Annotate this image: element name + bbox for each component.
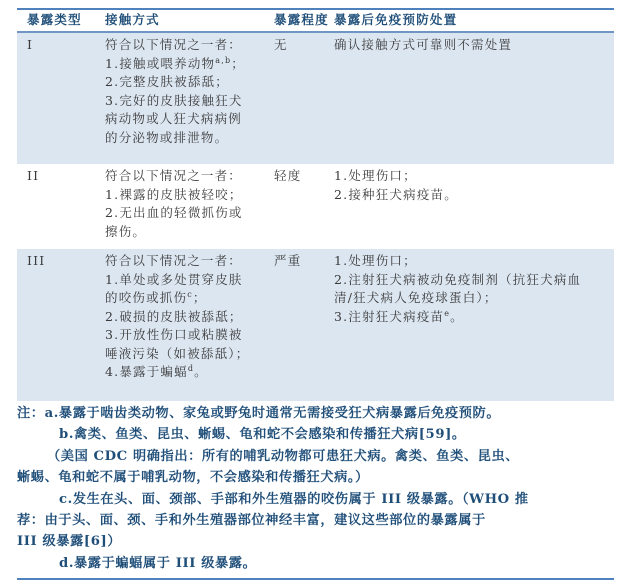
contact-line <box>105 223 254 242</box>
note-line: b.禽类、鱼类、昆虫、蜥蜴、龟和蛇不会感染和传播狂犬病[59]。 <box>59 427 466 443</box>
cell-contact-method <box>89 249 254 401</box>
cell-treatment <box>332 33 614 164</box>
contact-line <box>105 186 254 205</box>
contact-line-text: 的分泌物或排泄物。 <box>105 129 229 145</box>
exposure-type-label: I <box>27 37 34 52</box>
punctuation: ； <box>192 290 207 305</box>
contact-line <box>105 110 254 129</box>
table-row <box>17 249 614 401</box>
treatment-line <box>334 167 614 186</box>
header-contact-method: 接触方式 <box>105 11 160 27</box>
table-body <box>17 33 614 401</box>
contact-line <box>105 204 254 223</box>
punctuation: ； <box>231 55 245 71</box>
exposure-degree-label: 轻度 <box>274 168 302 183</box>
treatment-line <box>334 186 614 205</box>
treatment-line-text: 2.接种狂犬病疫苗。 <box>334 186 458 202</box>
contact-line <box>105 73 254 92</box>
contact-line-text: 1.裸露的皮肤被轻咬； <box>105 186 243 202</box>
exposure-type-label: III <box>27 253 46 268</box>
table-notes <box>17 403 617 574</box>
contact-line-text: 擦伤。 <box>105 223 147 239</box>
header-post-exposure-treatment: 暴露后免疫预防处置 <box>334 11 458 27</box>
note-line: c.发生在头、面、颈部、手部和外生殖器的咬伤属于 III 级暴露。（WHO 推 <box>59 491 529 507</box>
cell-exposure-degree <box>254 33 332 164</box>
note-line: III 级暴露[6]） <box>17 534 122 550</box>
note-line: d.暴露于蝙蝠属于 III 级暴露。 <box>59 555 257 571</box>
contact-line <box>105 129 254 148</box>
contact-line <box>105 36 254 55</box>
table-row <box>17 33 614 164</box>
contact-line <box>105 345 254 364</box>
treatment-line <box>334 252 614 271</box>
contact-line-text: 唾液污染（如被舔舐）； <box>105 345 250 361</box>
cell-treatment <box>332 164 614 249</box>
header-exposure-type: 暴露类型 <box>27 11 82 27</box>
table-row <box>17 164 614 249</box>
exposure-table <box>17 9 614 401</box>
treatment-line-text: 1.处理伤口； <box>334 168 417 183</box>
punctuation: 。 <box>450 308 464 324</box>
cell-contact-method <box>89 164 254 249</box>
contact-line <box>105 326 254 345</box>
treatment-line <box>334 308 614 327</box>
note-line: 注：a.暴露于啮齿类动物、家兔或野兔时通常无需接受狂犬病暴露后免疫预防。 <box>17 406 501 421</box>
treatment-line-text: 3.注射狂犬病疫苗 <box>334 308 445 324</box>
cell-exposure-type <box>17 33 89 164</box>
cell-exposure-type <box>17 249 89 401</box>
contact-line-text: 病动物或人狂犬病病例 <box>105 111 243 126</box>
contact-line-text: 4.暴露于蝙蝠 <box>105 364 188 379</box>
contact-line-text: 符合以下情况之一者： <box>105 168 243 183</box>
footnote-marker: c <box>187 289 193 299</box>
treatment-line-text: 确认接触方式可靠则不需处置 <box>334 37 513 52</box>
contact-line-text: 符合以下情况之一者： <box>105 37 243 52</box>
contact-line-text: 2.完整皮肤被舔舐； <box>105 74 229 89</box>
exposure-degree-label: 无 <box>274 37 288 52</box>
contact-line <box>105 92 254 111</box>
cell-exposure-degree <box>254 249 332 401</box>
contact-line <box>105 271 254 290</box>
contact-line <box>105 308 254 327</box>
table-bottom-rule <box>17 578 614 580</box>
footnote-marker: d <box>187 363 195 373</box>
contact-line-text: 3.完好的皮肤接触狂犬 <box>105 92 243 108</box>
table-header-row <box>17 9 614 31</box>
treatment-line-text: 清/狂犬病人免疫球蛋白）； <box>334 290 498 305</box>
cell-exposure-degree <box>254 164 332 249</box>
footnote-marker: e <box>444 308 451 318</box>
contact-line-text: 1.接触或喂养动物 <box>105 55 216 71</box>
exposure-degree-label: 严重 <box>274 253 302 268</box>
contact-line-text: 1.单处或多处贯穿皮肤 <box>105 271 243 287</box>
treatment-line <box>334 36 614 55</box>
contact-line <box>105 252 254 271</box>
punctuation: 。 <box>194 364 208 379</box>
contact-line-text: 3.开放性伤口或粘膜被 <box>105 327 243 342</box>
cell-treatment <box>332 249 614 401</box>
treatment-line-text: 1.处理伤口； <box>334 253 417 268</box>
treatment-line-text: 2.注射狂犬病被动免疫制剂（抗狂犬病血 <box>334 271 582 287</box>
note-line: 荐：由于头、面、颈、手和外生殖器部位神经丰富，建议这些部位的暴露属于 <box>17 513 486 529</box>
footnote-marker: a,b <box>215 55 232 65</box>
contact-line <box>105 167 254 186</box>
contact-line-text: 的咬伤或抓伤 <box>105 290 188 305</box>
cell-contact-method <box>89 33 254 164</box>
treatment-line <box>334 289 614 308</box>
cell-exposure-type <box>17 164 89 249</box>
note-line: （美国 CDC 明确指出：所有的哺乳动物都可患狂犬病。禽类、鱼类、昆虫、 <box>47 448 520 464</box>
note-line: 蜥蜴、龟和蛇不属于哺乳动物，不会感染和传播狂犬病。） <box>17 470 369 486</box>
contact-line-text: 2.无出血的轻微抓伤或 <box>105 205 243 220</box>
contact-line <box>105 55 254 74</box>
contact-line-text: 符合以下情况之一者： <box>105 253 243 268</box>
header-exposure-degree: 暴露程度 <box>274 11 329 27</box>
contact-line-text: 2.破损的皮肤被舔舐； <box>105 308 243 324</box>
contact-line <box>105 363 254 382</box>
contact-line <box>105 289 254 308</box>
treatment-line <box>334 271 614 290</box>
exposure-type-label: II <box>27 168 40 183</box>
